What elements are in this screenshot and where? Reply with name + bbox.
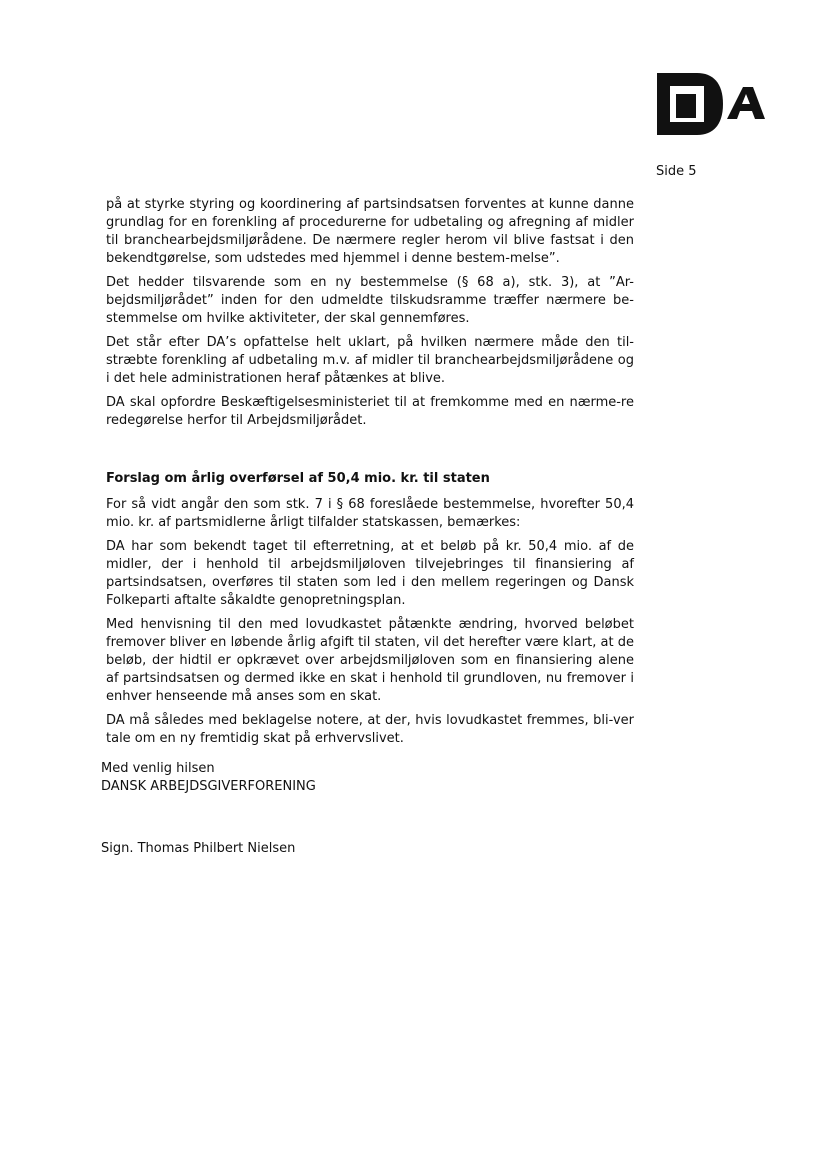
- body-paragraph-2: Det hedder tilsvarende som en ny bestemmelse (§ 68 a), stk. 3), at ”Ar-bejdsmiljørådet” inden for den udmeldte tilskudsramme træffer nærmere be-stemmelse om hvilke aktiviteter, der skal gennemføres.: [106, 275, 634, 326]
- closing-greeting: Med venlig hilsen: [101, 761, 215, 776]
- body-paragraph-1: på at styrke styring og koordinering af partsindsatsen forventes at kunne danne grundlag for en forenkling af procedurerne for udbetaling og afregning af midler til branchearbejdsmiljørådene. De nærmere regler herom vil blive fastsat i den bekendtgørelse, som udstedes med hjemmel i denne bestem-melse”.: [106, 197, 634, 266]
- section-heading: Forslag om årlig overførsel af 50,4 mio. kr. til staten: [106, 471, 490, 486]
- section-paragraph-3: Med henvisning til den med lovudkastet påtænkte ændring, hvorved beløbet fremover bliver en løbende årlig afgift til staten, vil det herefter være klart, at de beløb, der hidtil er opkrævet over arbejdsmiljøloven som en finansiering alene af partsindsatsen og dermed ikke en skat i henhold til grundloven, nu fremover i enhver henseende må anses som en skat.: [106, 617, 634, 704]
- da-logo: [657, 73, 765, 135]
- closing-block: [101, 760, 316, 796]
- closing-organization: DANSK ARBEJDSGIVERFORENING: [101, 779, 316, 794]
- letter-body: [106, 196, 634, 754]
- section-paragraph-4: DA må således med beklagelse notere, at der, hvis lovudkastet fremmes, bli-ver tale om en ny fremtidig skat på erhvervslivet.: [106, 713, 634, 746]
- body-paragraph-3: Det står efter DA’s opfattelse helt uklart, på hvilken nærmere måde den til-stræbte forenkling af udbetaling m.v. af midler til branchearbejdsmiljørådene og i det hele administrationen heraf påtænkes at blive.: [106, 335, 634, 386]
- body-paragraph-4: DA skal opfordre Beskæftigelsesministeriet til at fremkomme med en nærme-re redegørelse herfor til Arbejdsmiljørådet.: [106, 395, 634, 428]
- page-number: Side 5: [656, 164, 697, 179]
- section-paragraph-1: For så vidt angår den som stk. 7 i § 68 foreslåede bestemmelse, hvorefter 50,4 mio. kr. af partsmidlerne årligt tilfalder statskassen, bemærkes:: [106, 497, 634, 530]
- section-paragraph-2: DA har som bekendt taget til efterretning, at et beløb på kr. 50,4 mio. af de midler, der i henhold til arbejdsmiljøloven tilvejebringes til finansiering af partsindsatsen, overføres til staten som led i den mellem regeringen og Dansk Folkeparti aftalte såkaldte genopretningsplan.: [106, 539, 634, 608]
- signature-line: Sign. Thomas Philbert Nielsen: [101, 841, 296, 856]
